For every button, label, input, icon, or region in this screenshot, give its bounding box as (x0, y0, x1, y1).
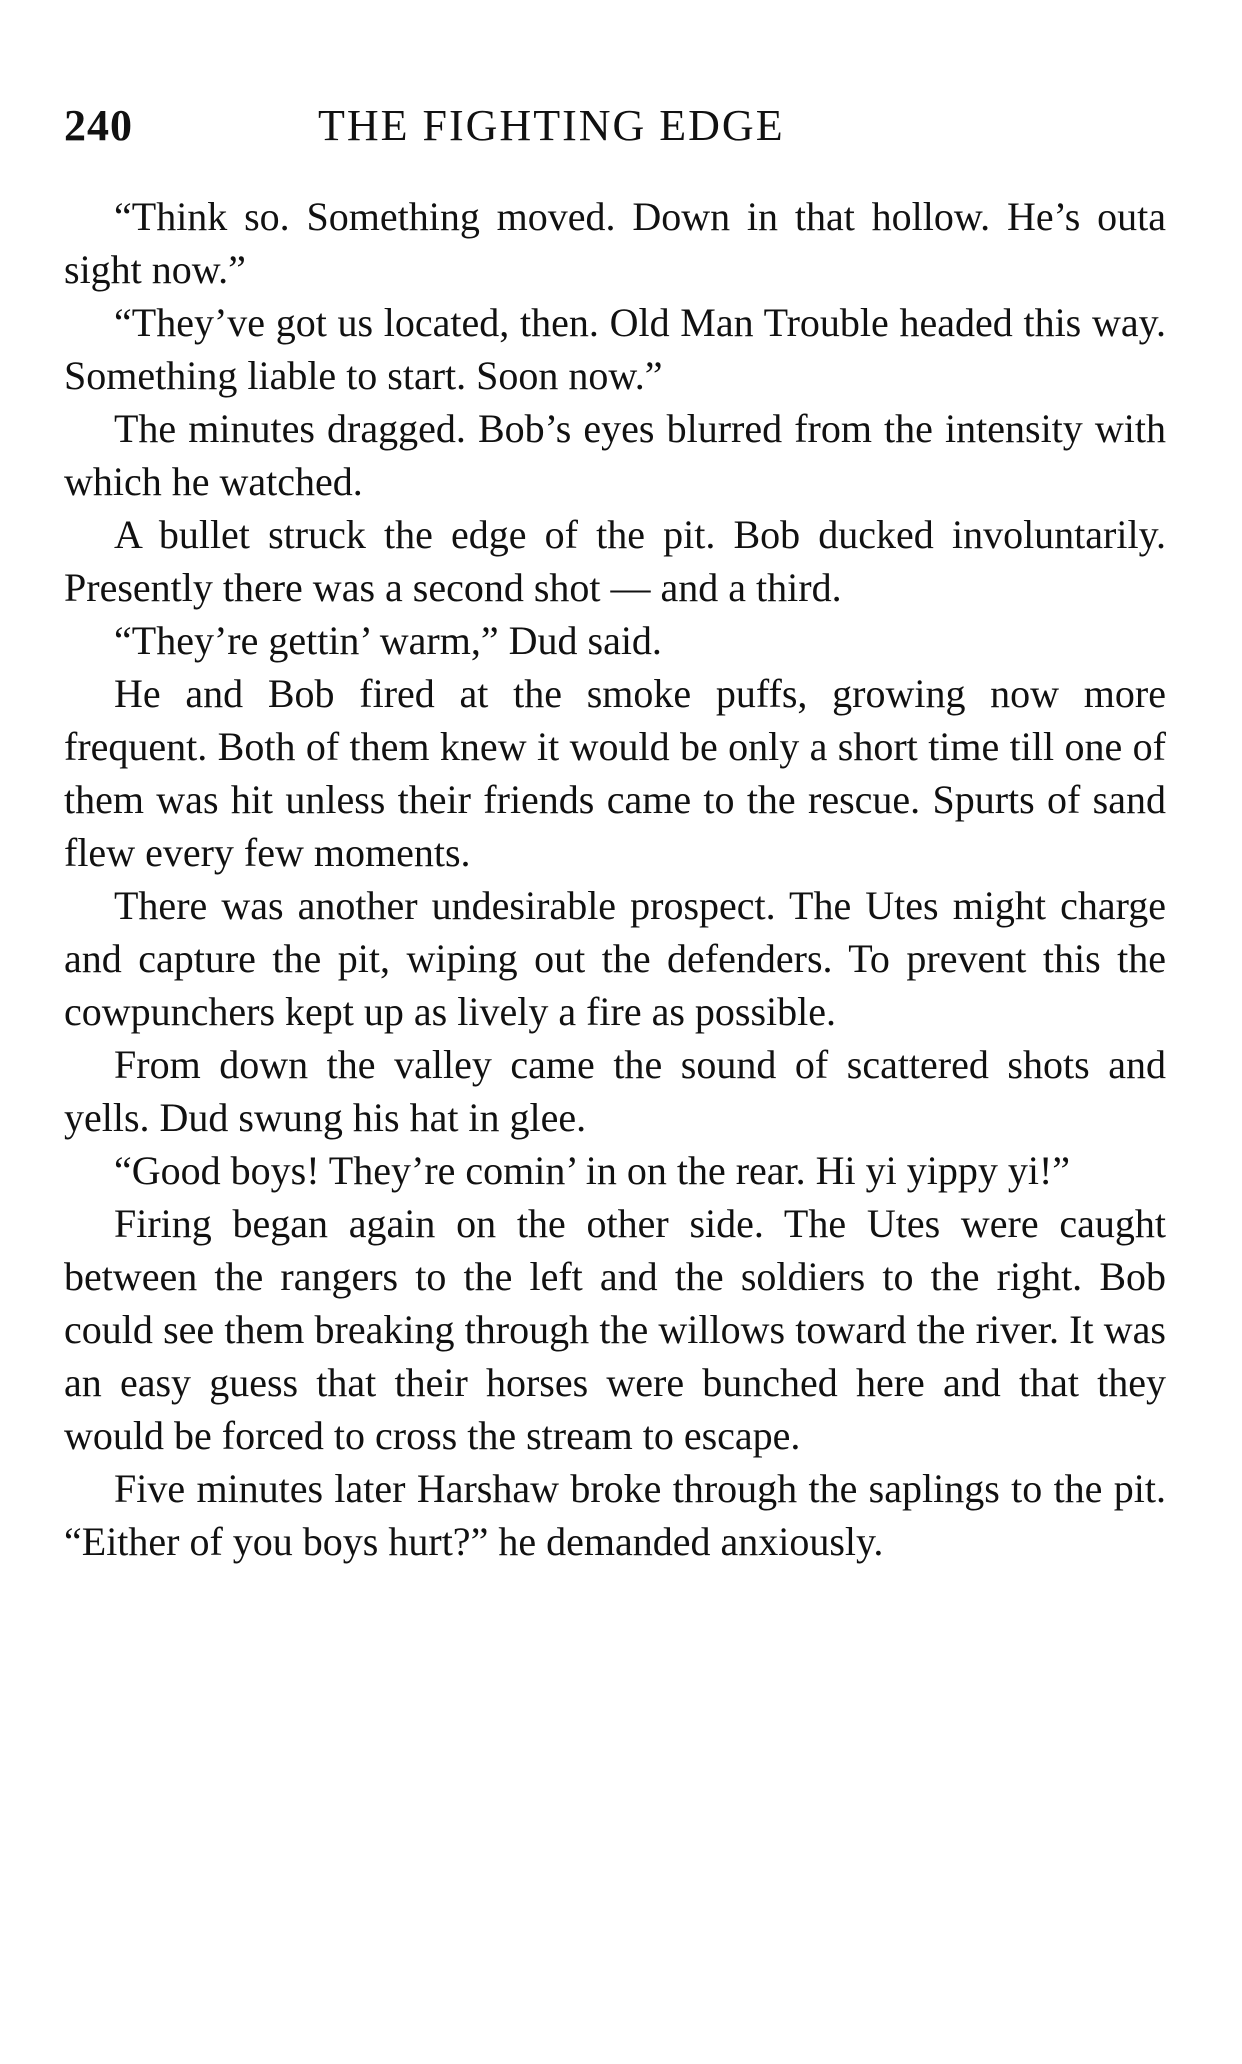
paragraph: “Good boys! They’re comin’ in on the rear. Hi yi yippy yi!” (114, 1148, 1071, 1193)
book-title: THE FIGHTING EDGE (318, 101, 785, 150)
paragraph: He and Bob fired at the smoke puffs, growing now more frequent. Both of them knew it would be only a short time till one of them was hit unless their friends came to the rescue. Spurts of sand flew every few moments. (64, 671, 1166, 875)
paragraph: A bullet struck the edge of the pit. Bob ducked involuntarily. Presently there was a second shot — and a third. (64, 512, 1166, 610)
paragraph: “They’ve got us located, then. Old Man Trouble headed this way. Something liable to start. Soon now.” (64, 300, 1166, 398)
paragraph: “They’re gettin’ warm,” Dud said. (114, 618, 662, 663)
running-head (64, 96, 1166, 156)
body-text (64, 190, 1166, 1568)
page-number: 240 (64, 101, 133, 150)
paragraph: There was another undesirable prospect. The Utes might charge and capture the pit, wiping out the defenders. To prevent this the cowpunchers kept up as lively a fire as possible. (64, 883, 1166, 1034)
paragraph: “Think so. Something moved. Down in that hollow. He’s outa sight now.” (64, 194, 1166, 292)
paragraph: Five minutes later Harshaw broke through the saplings to the pit. “Either of you boys hurt?” he demanded anxiously. (64, 1466, 1166, 1564)
paragraph: The minutes dragged. Bob’s eyes blurred from the intensity with which he watched. (64, 406, 1166, 504)
paragraph: From down the valley came the sound of scattered shots and yells. Dud swung his hat in glee. (64, 1042, 1166, 1140)
paragraph: Firing began again on the other side. The Utes were caught between the rangers to the left and the soldiers to the right. Bob could see them breaking through the willows toward the river. It was an easy guess that their horses were bunched here and that they would be forced to cross the stream to escape. (64, 1201, 1166, 1458)
